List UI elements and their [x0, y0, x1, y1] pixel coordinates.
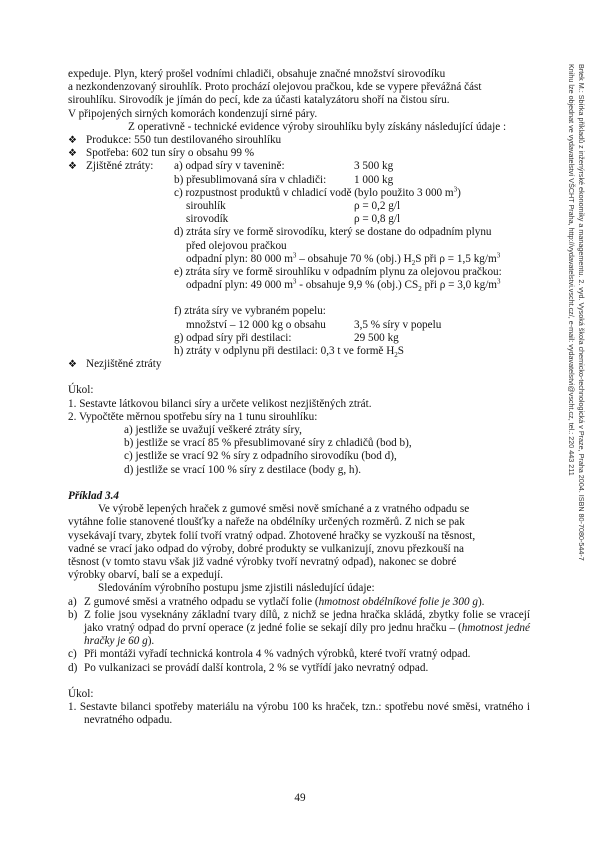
fact-marker: d) [68, 661, 78, 674]
text-line: expedujе. Plyn, který prošel vodními chladiči, obsahuje značné množství sirovodíku [68, 68, 446, 80]
text-line: a nezkondenzovaný sirouhlík. Proto prochází olejovou pračkou, kde se vypere převážná část [68, 81, 482, 94]
task-subitem: b) jestliže se vrací 85 % přesublimované síry z chladičů (bod b), [124, 437, 412, 450]
facts-list [68, 596, 530, 675]
t: při ρ = 3,0 kg/m [421, 279, 498, 292]
loss-a-value: 3 500 kg [354, 160, 394, 173]
fact-tail: ). [147, 635, 155, 648]
t: odpadní plyn: 80 000 m [186, 252, 293, 265]
evidence-intro: Z operativně - technické evidence výroby sirouhlíku byly získány následující údaje : [128, 120, 507, 133]
task-subitem: a) jestliže se uvažují veškeré ztráty síry, [124, 424, 302, 437]
loss-c2-value: ρ = 0,8 g/l [354, 213, 401, 226]
task-item: 1. Sestavte bilanci spotřeby materiálu na výrobu 100 ks hraček, tzn.: spotřebu nové směsi, vratného i nevratného odpadu. [68, 700, 530, 727]
production-item: ❖ Produkce: 550 tun destilovaného sirouhlíku [68, 134, 530, 147]
consumption-item: ❖ Spotřeba: 602 tun síry o obsahu 99 % [68, 147, 530, 160]
loss-b: b) přesublimovaná síra v chladiči: [174, 173, 327, 186]
fact-text: Z gumové směsi a vratného odpadu se vytlačí folie ( [84, 595, 319, 608]
loss-d1: d) ztráta síry ve formě sirovodíku, který se dostane do odpadním plynu [174, 226, 492, 239]
loss-f1: f) ztráta síry ve vybraném popelu: [174, 305, 326, 318]
fact-marker: c) [68, 648, 77, 661]
loss-c2: sirovodík [186, 213, 229, 226]
task-subitems [68, 424, 530, 477]
example-paragraph [68, 503, 530, 582]
loss-c1: sirouhlík [186, 200, 226, 213]
t: 2 [418, 285, 422, 294]
page-body [68, 68, 530, 727]
t: odpadní plyn: 49 000 m [186, 279, 293, 292]
side-note-line: Knihu lze objednat ve vydavatelství VŠCHT Praha, http://vydavatelstvi.vscht.cz/, e-mail: vydavatelstvi@vscht.cz, tel.: 220 443 211 [567, 64, 577, 476]
loss-d2: před olejovou pračkou [186, 239, 287, 252]
fact-marker: a) [68, 595, 77, 608]
task-item: 1. Sestavte látkovou bilanci síry a určete velikost nezjištěných ztrát. [68, 397, 372, 410]
loss-f2: množství – 12 000 kg o obsahu [186, 318, 326, 331]
fact-italic: hmotnost obdélníkové folie je 300 g [318, 595, 478, 608]
example-title: Příklad 3.4 [68, 489, 119, 502]
loss-a: a) odpad síry v tavenině: [174, 160, 285, 173]
side-note [548, 64, 586, 754]
t: – obsahuje 70 % (obj.) H [296, 252, 412, 265]
task-heading: Úkol: [68, 384, 94, 397]
loss-c-sup: 3 [453, 185, 458, 194]
unknown-losses-item: ❖ Nezjištěné ztráty [68, 358, 530, 371]
loss-c-text: c) rozpustnost produktů v chladicí vodě (bylo použito 3 000 m [174, 186, 454, 199]
t: 3 [497, 277, 501, 286]
t: 3 [292, 277, 297, 286]
t: 3 [292, 251, 297, 260]
text-line: V připojených sirných komorách kondenzují sirné páry. [68, 107, 318, 120]
loss-c1-value: ρ = 0,2 g/l [354, 200, 401, 213]
text-line: vysekávají tvary, zbytek folií tvoří vratný odpad. Zhotovené hračky se vyzkouší na těsnost, [68, 529, 476, 542]
text-line: výrobky obarví, balí se a expedují. [68, 569, 224, 582]
loss-c [86, 187, 530, 200]
fact-text: Při montáži vyřadí technická kontrola 4 % vadných výrobků, které tvoří vratný odpad. [84, 648, 471, 661]
t: S při ρ = 1,5 kg/m [415, 252, 497, 265]
task-item: 2. Vypočtěte měrnou spotřebu síry na 1 tunu sirouhlíku: [68, 410, 318, 423]
loss-g-value: 29 500 kg [354, 331, 399, 344]
text-line: těsnost (v tomto stavu však již vadné výrobky tvoří nevratný odpad), nakonec se dobré [68, 555, 457, 568]
loss-d3 [86, 253, 530, 266]
loss-g: g) odpad síry při destilaci: [174, 331, 292, 344]
fact-marker: b) [68, 608, 78, 621]
task-subitem: d) jestliže se vrací 100 % síry z destilace (body g, h). [124, 463, 362, 476]
loss-h [86, 345, 530, 358]
loss-e1: e) ztráta síry ve formě sirouhlíku v odpadním plynu za olejovou pračkou: [174, 266, 502, 279]
t: 2 [394, 351, 398, 360]
page-number: 49 [294, 792, 306, 804]
loss-f2-value: 3,5 % síry v popelu [354, 318, 442, 331]
text-line: sirouhlíku. Sirovodík je jímán do pecí, kde za účasti katalyzátoru shoří na čistou síru. [68, 94, 450, 107]
t: - obsahuje 9,9 % (obj.) CS [296, 279, 419, 292]
fact-tail: ). [477, 595, 485, 608]
t: 2 [411, 259, 416, 268]
fact-text: Po vulkanizaci se provádí další kontrola, 2 % se vytřídí jako nevratný odpad. [84, 661, 429, 674]
losses-list [68, 160, 530, 358]
losses-label: ❖ Zjištěné ztráty: [86, 160, 154, 173]
loss-b-value: 1 000 kg [354, 173, 394, 186]
t: h) ztráty v odplynu při destilaci: 0,3 t ve formě H [174, 345, 395, 358]
loss-c-tail: ) [457, 186, 461, 199]
found-intro: Sledováním výrobního postupu jsme zjistili následující údaje: [98, 582, 375, 595]
task-subitem: c) jestliže se vrací 92 % síry z odpadního sirovodíku (bod d), [124, 450, 397, 463]
text-line: vytáhne folie stanovené tloušťky a nařeže na obdélníky určených rozměrů. Z nich se pak [68, 516, 465, 529]
t: 3 [496, 251, 501, 260]
text-line: vadné se vrací jako odpad do výroby, dobré produkty se vulkanizují, znovu přezkouší na [68, 542, 465, 555]
text-line: Ve výrobě lepených hraček z gumové směsi nově smíchané a z vratného odpadu se [98, 503, 470, 516]
intro-paragraph [68, 68, 530, 121]
loss-e2 [86, 279, 530, 292]
side-note-line: Brtek M.: Sbírka příkladů z inženýrské ekonomiky a managementu. 2. vyd. Vysoká škola chemicko-technologická v Praze, Praha 2004. ISBN 80-7080-544-7 [577, 64, 586, 561]
t: S [397, 345, 405, 358]
task-heading: Úkol: [68, 687, 94, 700]
fact-italic: hmotnost jedné hračky je 60 g [84, 621, 530, 648]
fact-text: Z folie jsou vyseknány základní tvary dílů, z nichž se jedna hračka skládá, zbytky folie se vracejí jako vratný odpad do první operace (z jedné folie se sekají díly pro jednu hračku – ( [84, 608, 530, 634]
